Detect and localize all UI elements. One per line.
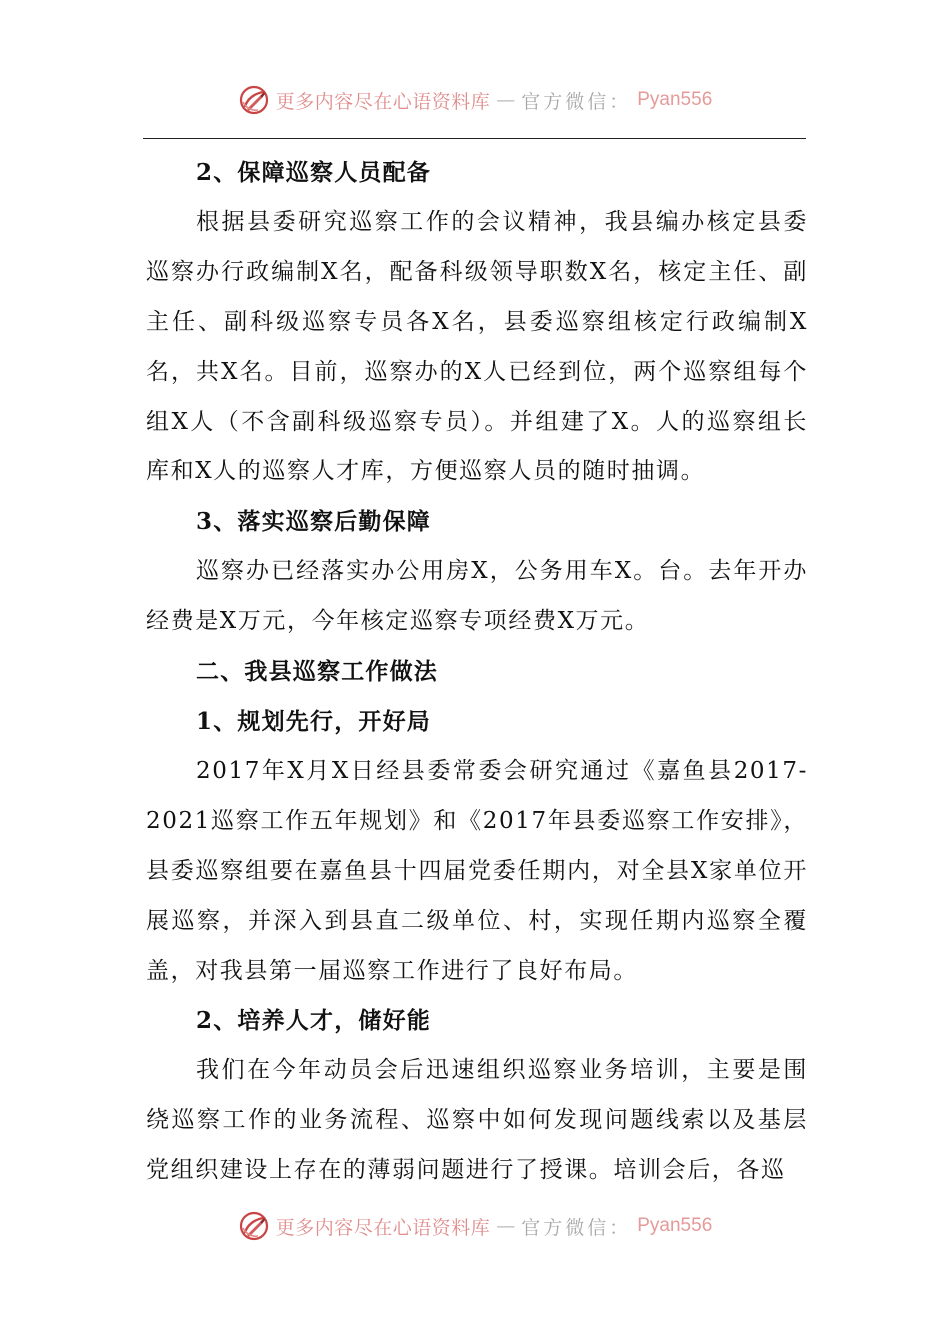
header-watermark: [0, 84, 950, 116]
pen-swirl-logo-icon: [238, 1210, 270, 1242]
section-heading: 2、保障巡察人员配备: [196, 159, 432, 186]
watermark-wechat-id: Pyan556: [637, 1215, 713, 1236]
footer-watermark: [0, 1210, 950, 1242]
body-paragraph: 巡察办已经落实办公用房X，公务用车X。台。去年开办经费是X万元，今年核定巡察专项经费X万元。: [146, 558, 808, 635]
watermark-tagline: 更多内容尽在心语资料库: [275, 1216, 491, 1239]
chapter-heading: 二、我县巡察工作做法: [196, 658, 438, 686]
watermark-tagline: 更多内容尽在心语资料库: [275, 90, 491, 113]
section-heading: 3、落实巡察后勤保障: [196, 508, 432, 536]
document-body: [146, 148, 808, 1196]
pen-swirl-logo-icon: [238, 84, 270, 116]
section-heading: 2、培养人才，储好能: [196, 1007, 432, 1035]
header-divider: [143, 138, 806, 139]
body-paragraph: 根据县委研究巡察工作的会议精神，我县编办核定县委巡察办行政编制X名，配备科级领导职数X名，核定主任、副主任、副科级巡察专员各X名，县委巡察组核定行政编制X名，共X名。目前，巡察办的X人已经到位，两个巡察组每个组X人（不含副科级巡察专员）。并组建了X。人的巡察组长库和X人的巡察人才库，方便巡察人员的随时抽调。: [146, 208, 808, 485]
body-paragraph: 我们在今年动员会后迅速组织巡察业务培训，主要是围绕巡察工作的业务流程、巡察中如何发现问题线索以及基层党组织建设上存在的薄弱问题进行了授课。培训会后，各巡: [146, 1057, 808, 1184]
watermark-separator: —: [496, 1215, 516, 1237]
watermark-official-label: 官方微信：: [521, 90, 632, 113]
body-paragraph: 2017年X月X日经县委常委会研究通过《嘉鱼县2017-2021巡察工作五年规划》和《2017年县委巡察工作安排》，县委巡察组要在嘉鱼县十四届党委任期内，对全县X家单位开展巡察，并深入到县直二级单位、村，实现任期内巡察全覆盖，对我县第一届巡察工作进行了良好布局。: [146, 757, 808, 984]
watermark-wechat-id: Pyan556: [637, 89, 713, 110]
watermark-separator: —: [496, 89, 516, 111]
section-heading: 1、规划先行，开好局: [196, 707, 432, 735]
watermark-official-label: 官方微信：: [521, 1216, 632, 1239]
